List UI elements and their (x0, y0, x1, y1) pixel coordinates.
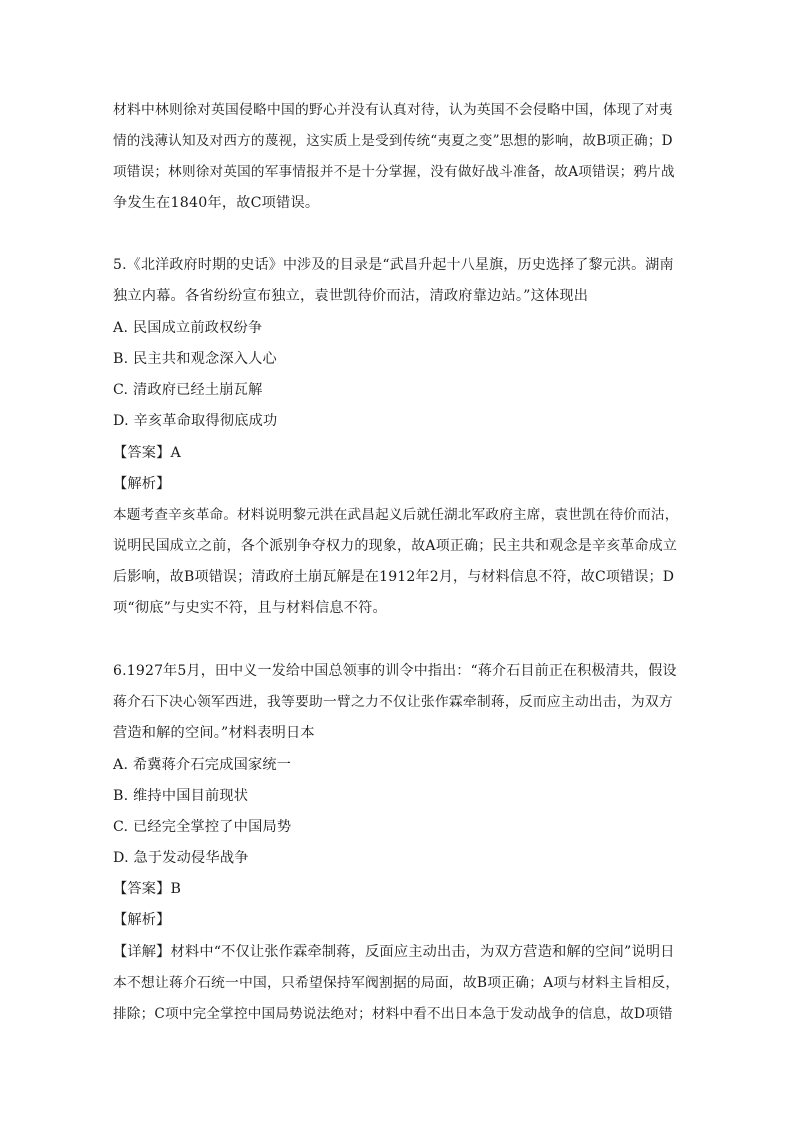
q6-option-b: B. 维持中国目前现状 (113, 788, 249, 804)
q5-analysis-label: 【解析】 (113, 476, 171, 492)
q5-answer: 【答案】A (113, 445, 181, 461)
q5-option-d: D. 辛亥革命取得彻底成功 (113, 413, 278, 429)
q5-analysis-line-3: 后影响，故B项错误；清政府土崩瓦解是在1912年2月，与材料信息不符，故C项错误；D (113, 569, 675, 585)
q5-analysis-line-1: 本题考查辛亥革命。材料说明黎元洪在武昌起义后就任湖北军政府主席，袁世凯在待价而沽， (113, 507, 679, 523)
intro-line-1: 材料中林则徐对英国侵略中国的野心并没有认真对待，认为英国不会侵略中国，体现了对夷 (113, 102, 673, 118)
q6-stem-line-1: 6.1927年5月，田中义一发给中国总领事的训令中指出：“蒋介石目前正在积极清共，假设 (113, 663, 677, 679)
q6-option-d: D. 急于发动侵华战争 (113, 850, 249, 866)
q5-stem-line-1: 5.《北洋政府时期的史话》中涉及的目录是“武昌升起十八星旗，历史选择了黎元洪。湖南 (113, 257, 674, 273)
q6-analysis-label: 【解析】 (113, 912, 171, 928)
q6-option-a: A. 希冀蒋介石完成国家统一 (113, 757, 292, 773)
q5-option-a: A. 民国成立前政权纷争 (113, 320, 263, 336)
intro-line-2: 情的浅薄认知及对西方的蔑视，这实质上是受到传统“夷夏之变”思想的影响，故B项正确；D (113, 133, 673, 149)
q6-option-c: C. 已经完全掌控了中国局势 (113, 819, 292, 835)
q5-stem-line-2: 独立内幕。各省纷纷宣布独立，袁世凯待价而沽，清政府靠边站。”这体现出 (113, 288, 589, 304)
q5-option-c: C. 清政府已经土崩瓦解 (113, 382, 263, 398)
q5-analysis-line-2: 说明民国成立之前，各个派别争夺权力的现象，故A项正确；民主共和观念是辛亥革命成立 (113, 538, 678, 554)
intro-line-4: 争发生在1840年，故C项错误。 (113, 195, 320, 211)
q6-analysis-line-3: 排除；C项中完全掌控中国局势说法绝对；材料中看不出日本急于发动战争的信息，故D项错 (113, 1006, 673, 1022)
q6-analysis-line-2: 本不想让蒋介石统一中国，只希望保持军阀割据的局面，故B项正确；A项与材料主旨相反， (113, 975, 680, 991)
q6-answer: 【答案】B (113, 881, 182, 897)
q6-analysis-line-1: 【详解】材料中“不仅让张作霖牵制蒋，反面应主动出击，为双方营造和解的空间”说明日 (113, 944, 675, 960)
q6-stem-line-3: 营造和解的空间。”材料表明日本 (113, 725, 315, 741)
q6-stem-line-2: 蒋介石下决心领军西进，我等要助一臂之力不仅让张作霖牵制蒋，反而应主动出击，为双方 (113, 694, 673, 710)
intro-line-3: 项错误；林则徐对英国的军事情报并不是十分掌握，没有做好战斗准备，故A项错误；鸦片战 (113, 164, 675, 180)
q5-analysis-line-4: 项“彻底”与史实不符，且与材料信息不符。 (113, 600, 387, 616)
q5-option-b: B. 民主共和观念深入人心 (113, 351, 277, 367)
